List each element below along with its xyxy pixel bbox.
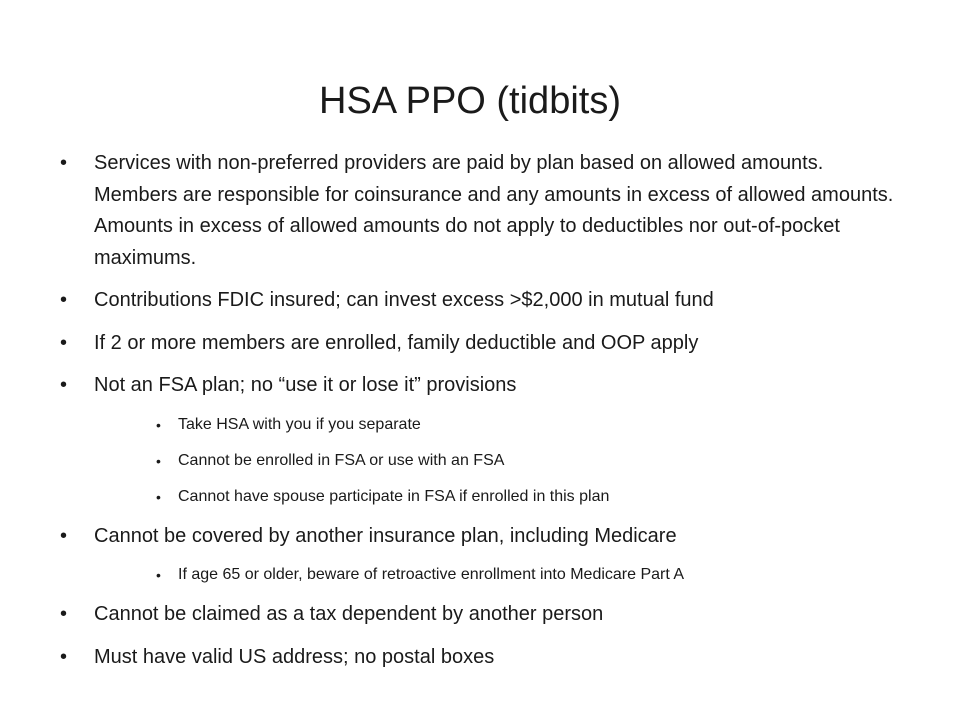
bullet-marker: • — [60, 645, 68, 668]
sub-bullet-item — [60, 449, 900, 473]
bullet-marker: • — [60, 374, 68, 396]
bullet-text: Must have valid US address; no postal boxes — [94, 645, 495, 668]
sub-bullet-text: Cannot be enrolled in FSA or use with an FSA — [178, 451, 505, 469]
bullet-text: Cannot be claimed as a tax dependent by another person — [94, 603, 604, 625]
bullet-item — [60, 328, 900, 360]
slide-title: HSA PPO (tidbits) — [319, 80, 621, 122]
sub-bullet-item — [60, 563, 900, 587]
bullet-marker: • — [60, 152, 68, 174]
bullet-list — [60, 148, 900, 684]
sub-bullet-item — [60, 413, 900, 437]
bullet-item — [60, 521, 900, 553]
sub-bullet-text: If age 65 or older, beware of retroactive enrollment into Medicare Part A — [178, 566, 685, 583]
sub-bullet-marker: • — [156, 416, 161, 433]
bullet-item — [60, 642, 900, 674]
sub-bullet-marker: • — [156, 452, 161, 469]
bullet-text: Not an FSA plan; no “use it or lose it” provisions — [94, 374, 517, 396]
bullet-item — [60, 148, 900, 274]
sub-bullet-text: Take HSA with you if you separate — [178, 415, 421, 433]
bullet-text: Services with non-preferred providers are paid by plan based on allowed amounts. Members are responsible for coinsurance and any amounts in excess of allowed amounts. Amounts in excess of allowed amounts do not apply to deductibles nor out-of-pocket maximums. — [94, 152, 894, 269]
bullet-text: If 2 or more members are enrolled, family deductible and OOP apply — [94, 331, 699, 354]
bullet-item — [60, 599, 900, 631]
bullet-marker: • — [60, 524, 68, 547]
sub-bullet-item — [60, 485, 900, 509]
bullet-text: Cannot be covered by another insurance plan, including Medicare — [94, 524, 677, 547]
bullet-item — [60, 370, 900, 402]
bullet-marker: • — [60, 289, 68, 311]
sub-bullet-marker: • — [156, 488, 161, 505]
bullet-marker: • — [60, 603, 68, 625]
bullet-marker: • — [60, 331, 68, 354]
sub-bullet-text: Cannot have spouse participate in FSA if enrolled in this plan — [178, 487, 610, 505]
sub-bullet-marker: • — [156, 567, 161, 583]
bullet-text: Contributions FDIC insured; can invest excess >$2,000 in mutual fund — [94, 289, 714, 311]
bullet-item — [60, 285, 900, 317]
